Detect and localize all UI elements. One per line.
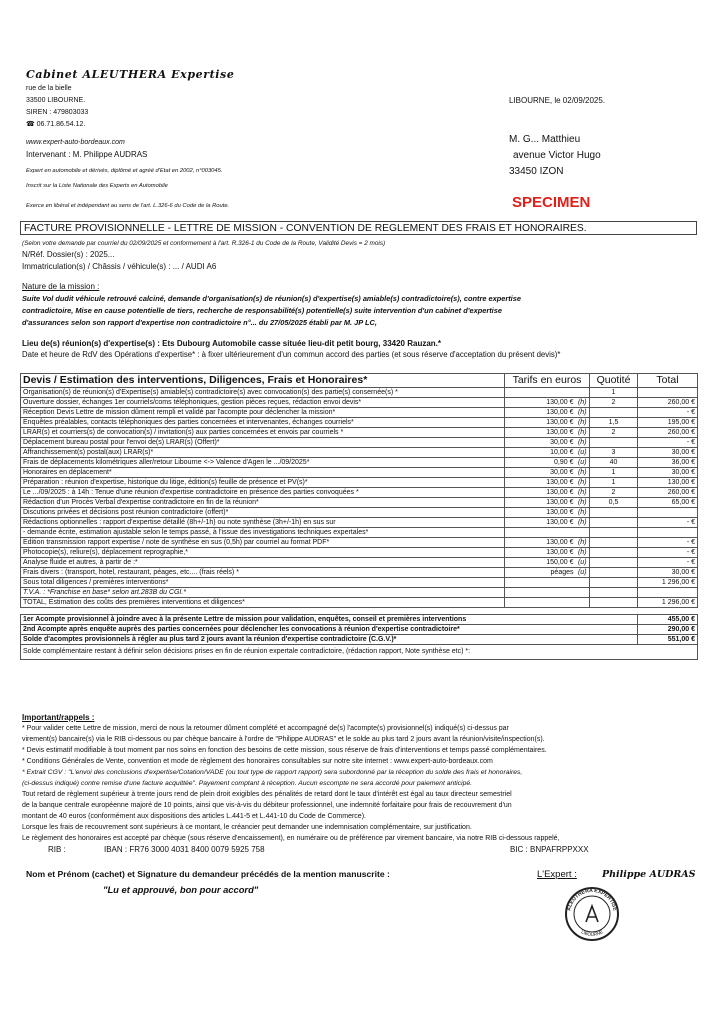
row-unit [576,598,590,608]
row-quantity [590,578,638,588]
table-row [21,388,698,398]
row-total: 195,00 € [638,418,698,428]
estimate-table [20,373,698,660]
acompte-2-row-amount: 290,00 € [638,625,698,635]
row-total: 30,00 € [638,468,698,478]
specimen-stamp: SPECIMEN [512,194,591,211]
row-description: Le .../09/2025 : à 14h : Tenue d'une réunion d'expertise contradictoire en présence des parties convoquées * [21,488,505,498]
important-title: Important/rappels : [22,713,95,722]
row-price: 150,00 € [505,558,576,568]
important-line-2: virement(s) bancaire(s) via le RIB ci-dessous ou par chèque bancaire à l'ordre de "Philippe AUDRAS" et le solde au plus tard 2 jours avant la réunion/visite/inspection(s). [22,736,545,743]
mission-line-1: Suite Vol dudit véhicule retrouvé calciné, demande d'organisation(s) de réunion(s) d'expertise(s) amiable(s) contradictoire(s), contre expertise [22,294,521,303]
row-description: Réception Devis Lettre de mission dûment rempli et validé par l'acompte pour déclencher la mission* [21,408,505,418]
header-quantity: Quotité [590,374,638,388]
row-total [638,508,698,518]
important-line-7: Tout retard de règlement supérieur à trente jours rend de plein droit exigibles des pénalités de retard dont le taux d'intérêt est égal au taux directeur semestriel [22,791,512,798]
row-quantity: 40 [590,458,638,468]
row-unit: (h) [576,428,590,438]
row-total: - € [638,558,698,568]
firm-address-2: 33500 LIBOURNE. [26,97,86,104]
company-seal [564,886,620,942]
table-row [21,578,698,588]
row-unit: (h) [576,398,590,408]
row-total [638,388,698,398]
important-line-8: de la banque centrale européenne majoré de 10 points, ainsi que vis-à-vis du débiteur professionnel, une indemnité forfaitaire pour frais de recouvrement d'un [22,802,512,809]
solde-row [21,635,698,645]
row-price: 30,00 € [505,468,576,478]
acompte-1-row-label: 1er Acompte provisionnel à joindre avec à la présente Lettre de mission pour validation, enquêtes, conseil et premières interventions [21,615,638,625]
table-row [21,508,698,518]
row-quantity [590,588,638,598]
meeting-date: Date et heure de RdV des Opérations d'expertise* : à fixer ultérieurement d'un commun accord des parties (et sous réserve d'acceptation du présent devis)* [22,350,561,359]
expert-name: Philippe AUDRAS [602,869,696,880]
row-unit [576,578,590,588]
row-description: Analyse fluide et autres, à partir de :* [21,558,505,568]
bic: BIC : BNPAFRPPXXX [510,845,589,854]
table-row [21,488,698,498]
row-total: 130,00 € [638,478,698,488]
svg-text:LIBOURNE: LIBOURNE [580,929,604,938]
row-quantity: 1 [590,388,638,398]
row-description: Ouverture dossier, échanges 1er courriels/coms téléphoniques, gestion pièces reçues, rédaction envoi devis* [21,398,505,408]
row-total: 260,00 € [638,488,698,498]
table-row [21,408,698,418]
table-row [21,518,698,528]
row-description: Déplacement bureau postal pour l'envoi de(s) LRAR(s) (Offert)* [21,438,505,448]
row-total: 30,00 € [638,568,698,578]
svg-text:ALEUTHERA EXPERTISE: ALEUTHERA EXPERTISE [566,887,618,912]
row-price: 130,00 € [505,508,576,518]
row-quantity [590,438,638,448]
important-line-9: montant de 40 euros (conformément aux dispositions des articles L.441-5 et L.441-10 du Code de Commerce). [22,813,366,820]
row-total: 36,00 € [638,458,698,468]
document-title: FACTURE PROVISIONNELLE - LETTRE DE MISSION - CONVENTION DE REGLEMENT DES FRAIS ET HONORAIRES. [20,221,697,235]
table-row [21,548,698,558]
row-unit: (u) [576,568,590,578]
row-description: Sous total diligences / premières interventions* [21,578,505,588]
mission-title: Nature de la mission : [22,282,100,291]
row-unit: (h) [576,518,590,528]
complement-label: Solde complémentaire restant à définir selon décisions prises en fin de réunion expertale contradictoire, (rédaction rapport, Note synthèse etc) *: [21,645,698,660]
table-row [21,468,698,478]
row-description: T.V.A. : *Franchise en base* selon art.283B du CGI.* [21,588,505,598]
intro-reference: N/Réf. Dossier(s) : 2025... [22,250,115,259]
intro-request: (Selon votre demande par courriel du 02/09/2025 et conformement à l'art. R.326-1 du Code de la Route, Validité Devis = 2 mois) [22,240,386,247]
table-row [21,478,698,488]
row-price: 130,00 € [505,488,576,498]
row-total: 260,00 € [638,398,698,408]
mission-line-3: d'assurances selon son rapport d'expertise non contradictoire n°... du 27/05/2025 établi par M. JP LC, [22,318,377,327]
firm-name: Cabinet ALEUTHERA Expertise [26,68,235,81]
row-price: 130,00 € [505,538,576,548]
row-quantity: 0,5 [590,498,638,508]
row-description: LRAR(s) et courriers(s) de convocation(s) / invitation(s) aux parties concernées et envois par courriels * [21,428,505,438]
row-price [505,528,576,538]
letter-date: LIBOURNE, le 02/09/2025. [509,96,606,105]
row-total: 65,00 € [638,498,698,508]
intro-vehicle: Immatriculation(s) / Châssis / véhicule(s) : ... / AUDI A6 [22,262,217,271]
row-price: 130,00 € [505,408,576,418]
row-total [638,588,698,598]
row-description: Rédactions optionnelles : rapport d'expertise détaillé (8h+/-1h) ou note synthèse (3h+/-1h) en sus sur [21,518,505,528]
important-line-1: * Pour valider cette Lettre de mission, merci de nous la retourner dûment complété et accompagné de(s) l'acompte(s) provisionnel(s) indiqué(s) ci-dessus par [22,725,509,732]
iban: IBAN : FR76 3000 4031 8400 0079 5925 758 [104,845,265,854]
row-description: Organisation(s) de réunion(s) d'Expertise(s) amiable(s) contradictoire(s) avec convocation(s) des partie(s) consernée(s) * [21,388,505,398]
row-quantity [590,568,638,578]
header-price: Tarifs en euros [505,374,590,388]
row-total: 1 296,00 € [638,598,698,608]
row-unit: (h) [576,508,590,518]
header-description: Devis / Estimation des interventions, Diligences, Frais et Honoraires* [21,374,505,388]
table-row [21,498,698,508]
row-unit: (u) [576,558,590,568]
row-unit [576,528,590,538]
row-price: 130,00 € [505,398,576,408]
row-description: Rédaction d'un Procès Verbal d'expertise contradictoire en fin de la réunion* [21,498,505,508]
row-description: Préparation : réunion d'expertise, historique du litige, édition(s) feuille de présence et PV(s)* [21,478,505,488]
row-total [638,528,698,538]
row-price: 130,00 € [505,518,576,528]
row-description: Photocopie(s), reliure(s), déplacement reprographie,* [21,548,505,558]
row-unit: (h) [576,418,590,428]
row-quantity [590,558,638,568]
row-description: Frais divers : (transport, hotel, restaurant, péages, etc.... (frais réels) * [21,568,505,578]
row-price [505,388,576,398]
expert-label: L'Expert : [537,869,577,880]
important-line-6: (ci-dessus indiqué) contre remise d'une facture acquittée". Payement comptant à réception. Aucun escompte ne sera accordé pour paiement anticipé. [22,780,473,787]
row-quantity: 2 [590,428,638,438]
row-unit: (h) [576,468,590,478]
row-total: - € [638,518,698,528]
row-description: Enquêtes préalables, contacts téléphoniques des parties concernées et intervenantes, échanges courriels* [21,418,505,428]
table-row [21,398,698,408]
row-price: 130,00 € [505,428,576,438]
important-line-5: * Extrait CGV : "L'envoi des conclusions d'expertise/Cotation/VADE (ou tout type de rapport rapport) sera subordonné par la réception du solde des frais et honoraires, [22,769,523,776]
row-unit: (h) [576,488,590,498]
row-quantity: 1,5 [590,418,638,428]
row-quantity [590,538,638,548]
important-line-10: Lorsque les frais de recouvrement sont supérieurs à ce montant, le créancier peut demander une indemnisation complémentaire, sur justification. [22,824,472,831]
firm-siren: SIREN : 479803033 [26,109,89,116]
solde-row-amount: 551,00 € [638,635,698,645]
rib-label: RIB : [48,845,66,854]
recipient-city: 33450 IZON [509,166,564,177]
row-total: - € [638,548,698,558]
important-line-3: * Devis estimatif modifiable à tout moment par nos soins en fonction des besoins de cette mission, sous réserve de frais d'interventions et temps passé complémentaires. [22,747,547,754]
row-unit: (u) [576,448,590,458]
row-unit: (h) [576,538,590,548]
row-description: - demande écrite, estimation ajustable selon le temps passé, à l'issue des investigations techniques expertales* [21,528,505,538]
row-quantity [590,548,638,558]
row-price: 130,00 € [505,548,576,558]
row-price: 30,00 € [505,438,576,448]
row-total: - € [638,438,698,448]
table-row [21,528,698,538]
row-quantity [590,508,638,518]
important-line-4: * Conditions Générales de Vente, convention et mode de règlement des honoraires consultables sur notre site internet : www.expert-auto-bordeaux.com [22,758,493,765]
row-price [505,578,576,588]
spacer-row [21,608,698,615]
firm-exerce: Exerce en libéral et indépendant au sens de l'art. L.326-6 du Code de la Route. [26,203,230,209]
table-row [21,598,698,608]
row-price: 130,00 € [505,498,576,508]
row-quantity [590,408,638,418]
row-price: 130,00 € [505,418,576,428]
client-signature-instructions: Nom et Prénom (cachet) et Signature du demandeur précédés de la mention manuscrite : [26,869,390,879]
firm-qualification: Expert en automobile et dérivés, diplômé et agréé d'Etat en 2002, n°003045. [26,168,223,174]
row-unit: (u) [576,458,590,468]
row-description: TOTAL, Estimation des coûts des premières interventions et diligences* [21,598,505,608]
firm-national-list: Inscrit sur la Liste Nationale des Experts en Automobile [26,183,168,189]
row-total: 1 296,00 € [638,578,698,588]
row-total: - € [638,538,698,548]
row-quantity: 2 [590,488,638,498]
row-price [505,588,576,598]
table-row [21,588,698,598]
row-description: Edition transmission rapport expertise / note de synthèse en sus (0,5h) par courriel au format PDF* [21,538,505,548]
handwritten-mention: "Lu et approuvé, bon pour accord" [103,884,259,895]
row-quantity: 3 [590,448,638,458]
row-price: 10,00 € [505,448,576,458]
row-description: Affranchissement(s) postal(aux) LRAR(s)* [21,448,505,458]
firm-website[interactable]: www.expert-auto-bordeaux.com [26,139,125,146]
row-unit: (h) [576,478,590,488]
row-quantity: 2 [590,398,638,408]
important-line-11: Le règlement des honoraires est accepté par chèque (sous réserve d'encaissement), en numéraire ou de préférence par virement bancaire, via notre RIB ci-dessous rappelé, [22,835,560,842]
row-total: 30,00 € [638,448,698,458]
mission-line-2: contradictoire, Mise en cause potentielle de tiers, recherche de responsabilité(s) potentielle(s) suite intervention d'un cabinet d'expertise [22,306,502,315]
row-description: Frais de déplacements kilométriques aller/retour Libourne <-> Valence d'Agen le .../09/2025* [21,458,505,468]
table-row [21,448,698,458]
recipient-name: M. G... Matthieu [509,134,581,145]
solde-row-label: Solde d'acomptes provisionnels à régler au plus tard 2 jours avant la réunion d'expertise contradictoire (C.G.V.)* [21,635,638,645]
table-row [21,568,698,578]
table-row [21,428,698,438]
acompte-2-row-label: 2nd Acompte après enquête auprès des parties concernées pour déclencher les convocations à réunion d'expertise contradictoire* [21,625,638,635]
acompte-1-row [21,615,698,625]
row-price: 0,90 € [505,458,576,468]
row-description: Discutions privées et décisions post réunion contradictoire (offert)* [21,508,505,518]
firm-phone: ☎ 06.71.86.54.12. [26,121,86,128]
row-total: - € [638,408,698,418]
firm-address-1: rue de la bielle [26,85,72,92]
table-header-row [21,374,698,388]
firm-intervenant: Intervenant : M. Philippe AUDRAS [26,150,148,159]
row-unit [576,388,590,398]
header-total: Total [638,374,698,388]
acompte-1-row-amount: 455,00 € [638,615,698,625]
complement-row [21,645,698,660]
row-unit: (h) [576,408,590,418]
row-price: péages [505,568,576,578]
row-unit [576,588,590,598]
row-price: 130,00 € [505,478,576,488]
table-row [21,558,698,568]
row-unit: (h) [576,498,590,508]
row-total: 260,00 € [638,428,698,438]
row-quantity [590,518,638,528]
row-description: Honoraires en déplacement* [21,468,505,478]
recipient-street: avenue Victor Hugo [513,150,601,161]
row-quantity [590,598,638,608]
row-quantity: 1 [590,478,638,488]
table-row [21,538,698,548]
row-quantity: 1 [590,468,638,478]
row-unit: (h) [576,438,590,448]
table-row [21,458,698,468]
row-price [505,598,576,608]
table-row [21,438,698,448]
row-quantity [590,528,638,538]
table-row [21,418,698,428]
acompte-2-row [21,625,698,635]
row-unit: (h) [576,548,590,558]
meeting-location: Lieu de(s) réunion(s) d'expertise(s) : Ets Dubourg Automobile casse située lieu-dit petit bourg, 33420 Rauzan.* [22,339,442,348]
